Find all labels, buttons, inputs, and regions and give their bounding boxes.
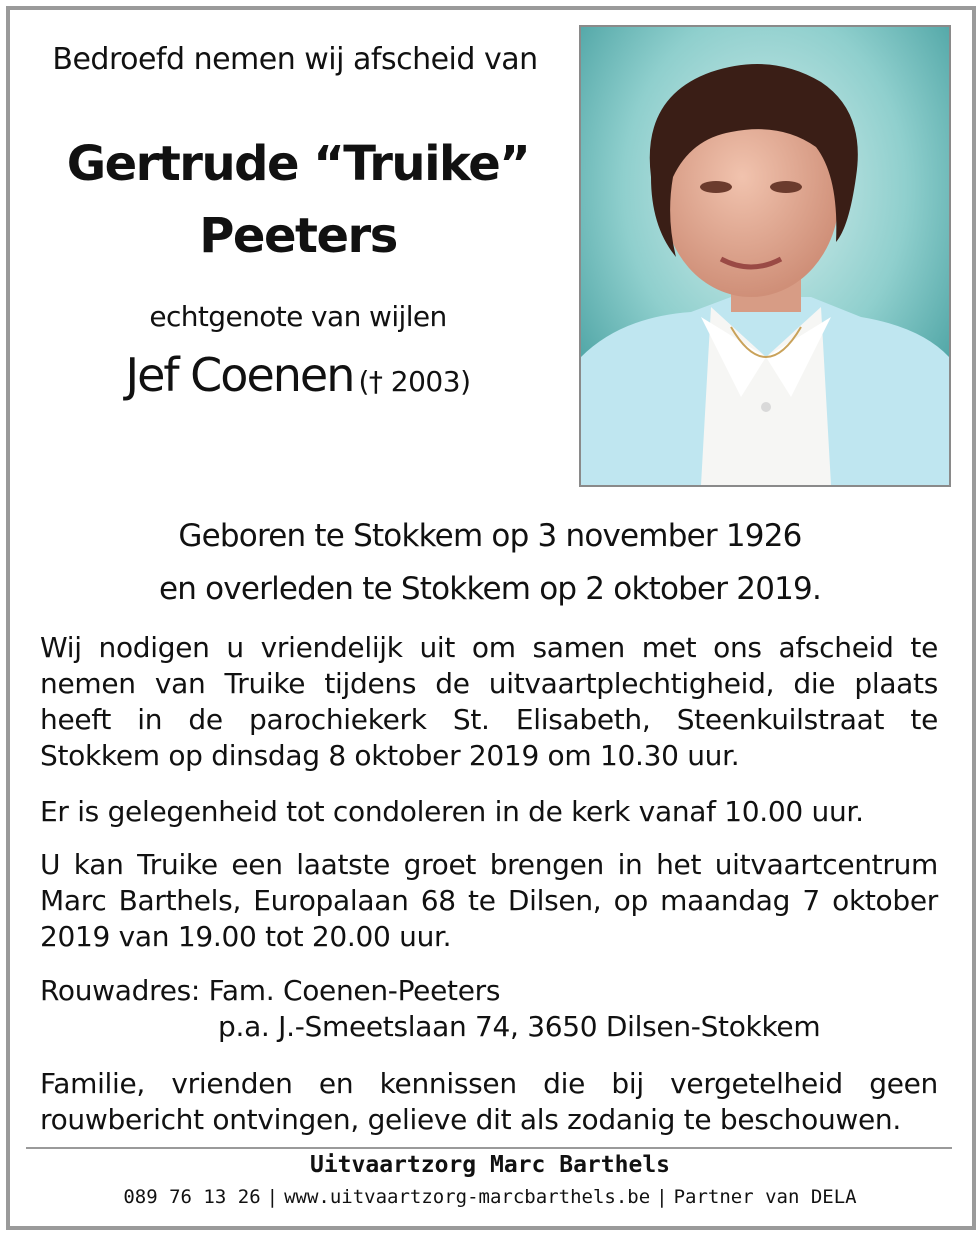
birth-line: Geboren te Stokkem op 3 november 1926 — [178, 518, 802, 554]
footer-divider — [26, 1147, 952, 1149]
condolences-paragraph: Er is gelegenheid tot condoleren in de kerk vanaf 10.00 uur. — [40, 795, 864, 828]
address-line-1 — [40, 973, 938, 1009]
phone-number: 089 76 13 26 — [123, 1186, 261, 1208]
cross-icon: † — [368, 365, 383, 398]
website-link[interactable]: www.uitvaartzorg-marcbarthels.be — [284, 1186, 651, 1208]
address-family: Fam. Coenen-Peeters — [208, 974, 501, 1007]
company-name: Uitvaartzorg Marc Barthels — [309, 1152, 671, 1178]
closing-paragraph: Familie, vrienden en kennissen die bij vergetelheid geen rouwbericht ontvingen, gelieve dit als zodanig te beschouwen. — [40, 1067, 938, 1136]
spouse-label: echtgenote van wijlen — [149, 300, 447, 333]
partner-text: Partner van DELA — [673, 1186, 857, 1208]
address-label: Rouwadres: — [40, 974, 201, 1007]
spouse-name: Jef Coenen — [125, 348, 354, 402]
spouse-name-line — [40, 348, 556, 402]
deceased-name-line1: Gertrude “Truike” — [66, 136, 530, 192]
footer-contact — [0, 1186, 980, 1208]
address-street: p.a. J.-Smeetslaan 74, 3650 Dilsen-Stokkem — [218, 1010, 821, 1043]
deceased-name — [40, 128, 556, 272]
death-line: en overleden te Stokkem op 2 oktober 2019. — [158, 571, 822, 607]
farewell-paragraph: U kan Truike een laatste groet brengen in het uitvaartcentrum Marc Barthels, Europalaan 68 te Dilsen, op maandag 7 oktober 2019 van 19.00 tot 20.00 uur. — [40, 848, 938, 953]
separator: | — [656, 1186, 668, 1208]
intro-text: Bedroefd nemen wij afscheid van — [52, 42, 538, 77]
deceased-name-line2: Peeters — [199, 208, 397, 264]
spouse-death-year: († 2003) — [358, 365, 471, 398]
address-block — [40, 973, 938, 1045]
portrait-photo — [579, 25, 951, 487]
birth-death-info — [20, 510, 960, 616]
funeral-paragraph: Wij nodigen u vriendelijk uit om samen met ons afscheid te nemen van Truike tijdens de uitvaartplechtigheid, die plaats heeft in de parochiekerk St. Elisabeth, Steenkuilstraat te Stokkem op dinsdag 8 oktober 2019 om 10.30 uur. — [40, 631, 938, 772]
separator: | — [266, 1186, 279, 1208]
portrait-illustration — [581, 27, 949, 485]
